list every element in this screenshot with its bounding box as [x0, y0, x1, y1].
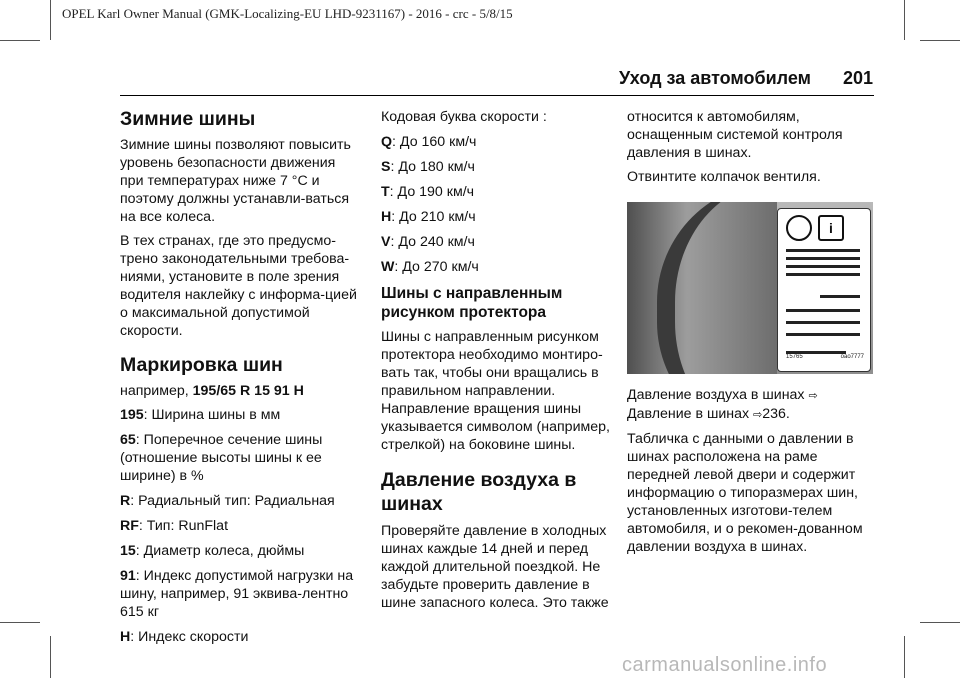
crop-mark	[50, 636, 51, 678]
tire-warning-icon	[786, 215, 812, 241]
crop-mark	[50, 0, 51, 40]
paragraph: Шины с направленным рисунком протектора необходимо монтиро-вать так, чтобы они вращались в правильном направлении. Направление вращения шины указывается символом (например, стрелкой) на боковине шины.	[381, 329, 610, 453]
list-item: T: До 190 км/ч	[381, 184, 475, 200]
paragraph: Отвинтите колпачок вентиля.	[627, 169, 821, 185]
section-title: Уход за автомобилем	[619, 68, 811, 88]
manual-info-icon: i	[818, 215, 844, 241]
print-meta: OPEL Karl Owner Manual (GMK-Localizing-EU LHD-9231167) - 2016 - crc - 5/8/15	[62, 6, 513, 21]
cross-reference-link[interactable]: Давление в шинах ⇨236.	[627, 406, 790, 422]
running-header	[600, 68, 873, 89]
placard-line	[786, 257, 860, 260]
list-item: H: До 210 км/ч	[381, 209, 476, 225]
crop-mark	[0, 40, 40, 41]
crop-mark	[904, 0, 905, 40]
list-item: H: Индекс скорости	[120, 629, 249, 645]
crop-mark	[920, 40, 960, 41]
figure-code-2: oao7777	[840, 354, 864, 360]
cross-reference: Давление воздуха в шинах ⇨	[627, 387, 818, 403]
heading-directional-tires: Шины с направленным рисунком протектора	[381, 285, 563, 321]
list-item: V: До 240 км/ч	[381, 234, 475, 250]
crop-mark	[920, 622, 960, 623]
placard-line	[786, 309, 860, 312]
column-2	[381, 108, 621, 618]
paragraph: Зимние шины позволяют повысить уровень безопасности движения при температурах ниже 7 °C и поэтому должны устанавли-ваться на все колеса.	[120, 137, 351, 225]
marking-example: например, 195/65 R 15 91 H	[120, 383, 304, 399]
header-rule	[120, 95, 874, 96]
placard-line	[786, 249, 860, 252]
figure-code: 15765	[786, 354, 803, 360]
list-item: 195: Ширина шины в мм	[120, 407, 281, 423]
paragraph: относится к автомобилям, оснащенным системой контроля давления в шинах.	[627, 109, 843, 161]
list-item: RF: Тип: RunFlat	[120, 518, 229, 534]
watermark[interactable]: carmanualsonline.info	[622, 654, 828, 676]
placard-line	[786, 273, 860, 276]
crop-mark	[904, 636, 905, 678]
reference-arrow-icon: ⇨	[808, 390, 818, 402]
heading-tire-pressure: Давление воздуха в шинах	[381, 469, 577, 515]
list-item: 15: Диаметр колеса, дюймы	[120, 543, 305, 559]
list-item: 91: Индекс допустимой нагрузки на шину, например, 91 эквива-лентно 615 кг	[120, 568, 354, 620]
speed-intro: Кодовая буква скорости :	[381, 109, 547, 125]
list-item: 65: Поперечное сечение шины (отношение высоты шины к ее ширине) в %	[120, 432, 323, 484]
tire-pressure-placard	[777, 208, 871, 372]
column-3	[627, 108, 877, 562]
heading-tire-marking: Маркировка шин	[120, 354, 283, 376]
list-item: Q: До 160 км/ч	[381, 134, 477, 150]
list-item: W: До 270 км/ч	[381, 259, 479, 275]
placard-line	[820, 295, 860, 298]
list-item: R: Радиальный тип: Радиальная	[120, 493, 335, 509]
column-1	[120, 108, 360, 653]
crop-mark	[0, 622, 40, 623]
placard-line	[786, 265, 860, 268]
heading-winter-tires: Зимние шины	[120, 108, 256, 130]
reference-arrow-icon: ⇨	[753, 409, 763, 421]
paragraph: В тех странах, где это предусмо-трено законодательными требова-ниями, установите в поле зрения водителя наклейку с информа-цией о максимальной допустимой скорости.	[120, 233, 357, 339]
tire-pressure-label-photo	[627, 202, 873, 374]
list-item: S: До 180 км/ч	[381, 159, 475, 175]
paragraph: Табличка с данными о давлении в шинах расположена на раме передней левой двери и содержит информацию о типоразмерах шин, установленных изготови-телем автомобиля, и о рекомен-дованном давлении воздуха в шинах.	[627, 431, 863, 555]
page-number: 201	[842, 68, 873, 88]
paragraph: Проверяйте давление в холодных шинах каждые 14 дней и перед каждой длительной поездкой. Не забудьте проверить давление в шине запасного колеса. Это также	[381, 523, 609, 611]
placard-line	[786, 321, 860, 324]
placard-line	[786, 333, 860, 336]
